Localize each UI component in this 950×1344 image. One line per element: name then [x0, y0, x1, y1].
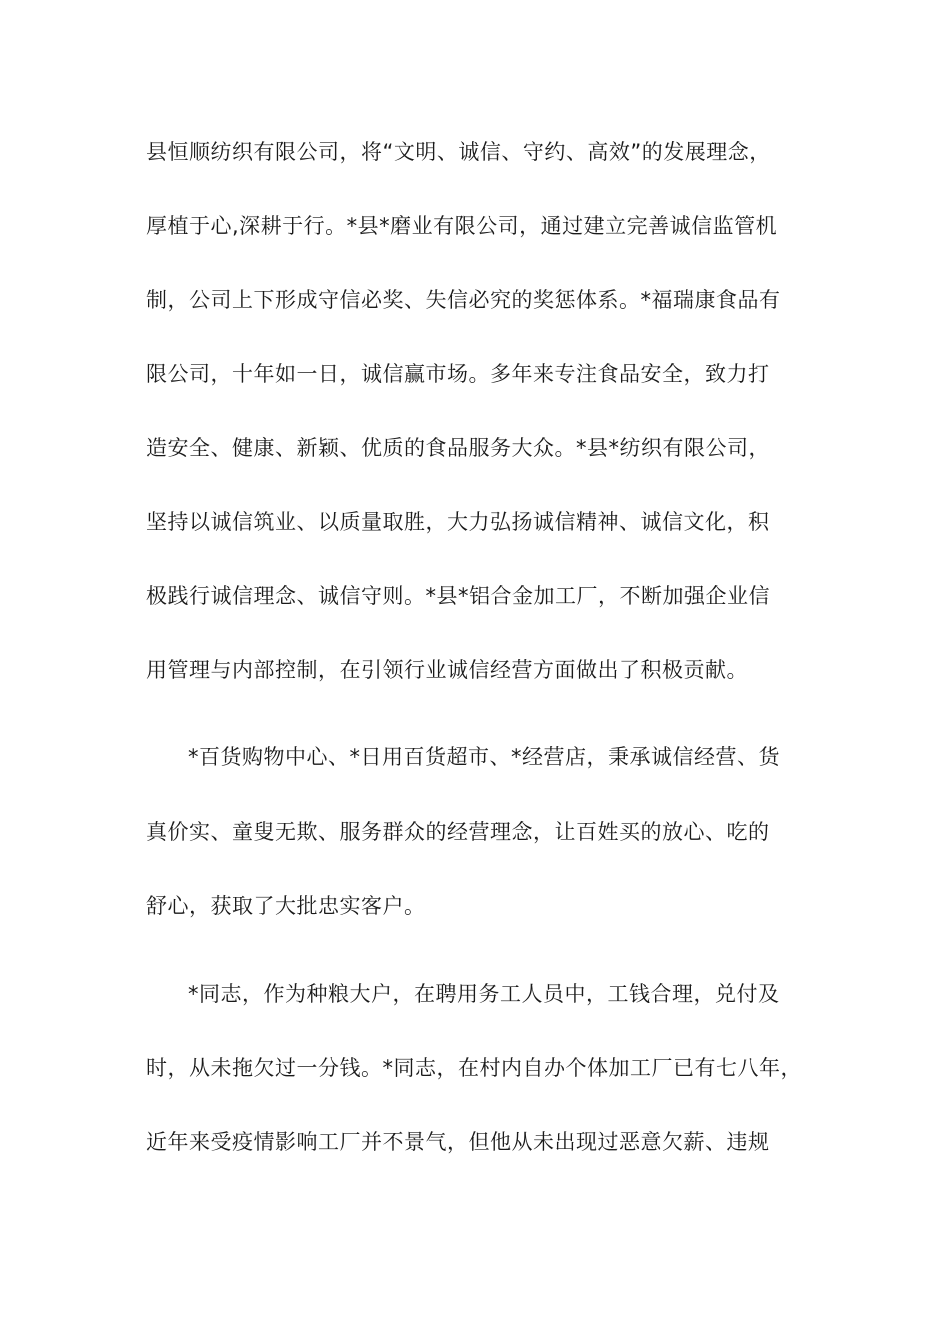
text-line-7: 极践行诚信理念、诚信守则。*县*铝合金加工厂，不断加强企业信: [146, 584, 770, 608]
text-line-4: 限公司，十年如一日，诚信赢市场。多年来专注食品安全，致力打: [146, 362, 770, 386]
paragraph-start-line-9: *百货购物中心、*日用百货超市、*经营店，秉承诚信经营、货: [188, 745, 780, 769]
text-line-8: 用管理与内部控制，在引领行业诚信经营方面做出了积极贡献。: [146, 658, 748, 682]
text-line-13: 时，从未拖欠过一分钱。*同志，在村内自办个体加工厂已有七八年，: [146, 1056, 802, 1080]
text-line-6: 坚持以诚信筑业、以质量取胜，大力弘扬诚信精神、诚信文化，积: [146, 510, 770, 534]
text-line-3: 制，公司上下形成守信必奖、失信必究的奖惩体系。*福瑞康食品有: [146, 288, 781, 312]
text-line-11: 舒心，获取了大批忠实客户。: [146, 894, 426, 918]
text-line-5: 造安全、健康、新颖、优质的食品服务大众。*县*纺织有限公司，: [146, 436, 770, 460]
text-line-2: 厚植于心,深耕于行。*县*磨业有限公司，通过建立完善诚信监管机: [146, 214, 778, 238]
paragraph-start-line-12: *同志，作为种粮大户，在聘用务工人员中，工钱合理，兑付及: [188, 982, 780, 1006]
text-line-14: 近年来受疫情影响工厂并不景气，但他从未出现过恶意欠薪、违规: [146, 1130, 770, 1154]
text-line-1: 县恒顺纺织有限公司，将“文明、诚信、守约、高效”的发展理念，: [146, 140, 771, 164]
text-line-10: 真价实、童叟无欺、服务群众的经营理念，让百姓买的放心、吃的: [146, 820, 770, 844]
